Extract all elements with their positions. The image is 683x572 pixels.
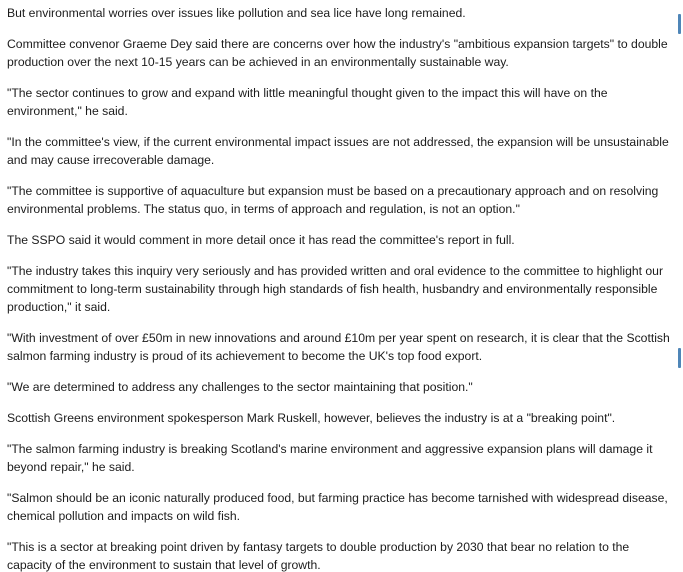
scroll-marker [678, 348, 681, 368]
article-paragraph: The SSPO said it would comment in more detail once it has read the committee's report in full. [7, 233, 515, 247]
article-paragraph: "The sector continues to grow and expand with little meaningful thought given to the impact this will have on the environment," he said. [7, 86, 608, 118]
article-paragraph: "With investment of over £50m in new innovations and around £10m per year spent on research, it is clear that the Scottish salmon farming industry is proud of its achievement to become the UK's top food export. [7, 331, 670, 363]
article-paragraph: "The salmon farming industry is breaking Scotland's marine environment and aggressive expansion plans will damage it beyond repair," he said. [7, 442, 653, 474]
article-paragraph: "The committee is supportive of aquaculture but expansion must be based on a precautionary approach and on resolving environmental problems. The status quo, in terms of approach and regulation, is not an option." [7, 184, 659, 216]
article-paragraph: Scottish Greens environment spokesperson Mark Ruskell, however, believes the industry is at a "breaking point". [7, 411, 616, 425]
scroll-marker [678, 14, 681, 34]
article-paragraph: "We are determined to address any challenges to the sector maintaining that position." [7, 380, 473, 394]
article-paragraph: "Salmon should be an iconic naturally produced food, but farming practice has become tarnished with widespread disease, chemical pollution and impacts on wild fish. [7, 491, 668, 523]
article-paragraph: "This is a sector at breaking point driven by fantasy targets to double production by 2030 that bear no relation to the capacity of the environment to sustain that level of growth. [7, 540, 630, 572]
article-paragraph: "The industry takes this inquiry very seriously and has provided written and oral evidence to the committee to highlight our commitment to long-term sustainability through high standards of fish health, husbandry and environmentally responsible production," it said. [7, 264, 664, 314]
article-paragraph: "In the committee's view, if the current environmental impact issues are not addressed, the expansion will be unsustainable and may cause irrecoverable damage. [7, 135, 669, 167]
article-paragraph: But environmental worries over issues like pollution and sea lice have long remained. [7, 6, 466, 20]
article-paragraph: Committee convenor Graeme Dey said there are concerns over how the industry's "ambitious expansion targets" to double production over the next 10-15 years can be achieved in an environmentally sustainable way. [7, 37, 668, 69]
article-body [7, 4, 673, 572]
